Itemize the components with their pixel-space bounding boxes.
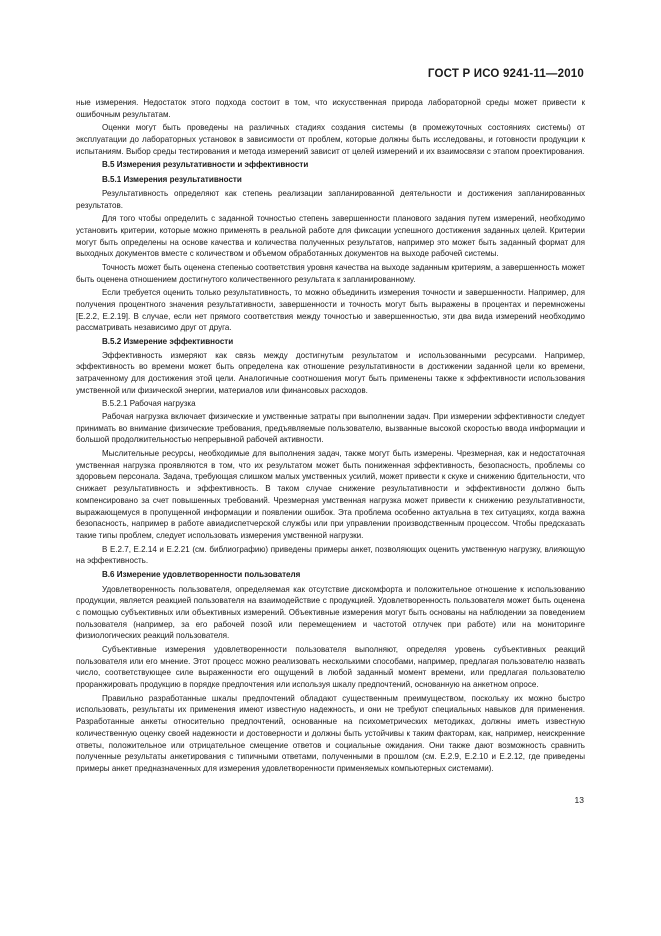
- subsection-heading: В.5.1 Измерения результативности: [102, 175, 242, 185]
- paragraph: Оценки могут быть проведены на различных стадиях создания системы (в промежуточных состояниях системы) от эксплуатации до лабораторных установок в зависимости от проблем, которые должны быть исследованы, и готовности продукции к испытаниям. Выбор среды тестирования и метода измерений зависит от целей измерений и их взаимосвязи с этапом проектирования.: [76, 123, 585, 156]
- document-body: [76, 97, 585, 777]
- paragraph: Для того чтобы определить с заданной точностью степень завершенности планового задания путем измерений, необходимо установить критерии, которые можно применять в реальной работе для фиксации успешного достижения заданных целей. Критерии могут быть определены на основе качества и количества полученных результатов, например это может быть заданный формат для выходных документов вместе с количеством и объемом обработанных документов на выходе рабочей системы.: [76, 214, 585, 259]
- paragraph: Результативность определяют как степень реализации запланированной деятельности и достижения запланированных результатов.: [76, 188, 585, 210]
- section-heading: В.5 Измерения результативности и эффективности: [102, 160, 309, 170]
- subsection-heading: В.5.2 Измерение эффективности: [102, 336, 234, 346]
- paragraph: Удовлетворенность пользователя, определяемая как отсутствие дискомфорта и положительное отношение к использованию продукции, является реакцией пользователя на взаимодействие с продукцией. Удовлетворенность пользователя может быть оценена с помощью субъективных или объективных измерений. Объективные измерения могут быть основаны на наблюдении за поведением пользователя (например, за его рабочей позой или перемещением и частотой отлучек при работе) или на мониторинге физиологических реакций пользователя.: [76, 584, 585, 641]
- page-number: 13: [574, 795, 584, 805]
- section-heading: В.6 Измерение удовлетворенности пользователя: [102, 569, 301, 579]
- paragraph: Эффективность измеряют как связь между достигнутым результатом и использованными ресурсами. Например, эффективность во времени может быть определена как отношение результативности в достижении заданной цели ко времени, затраченному для достижения этой цели. Аналогичные соотношения могут быть применены также к эффективности использования умственной или физической энергии, материалов или финансовых расходов.: [76, 350, 585, 395]
- paragraph: ные измерения. Недостаток этого подхода состоит в том, что искусственная природа лабораторной среды может привести к ошибочным результатам.: [76, 98, 585, 119]
- paragraph: Мыслительные ресурсы, необходимые для выполнения задач, также могут быть измерены. Чрезмерная, как и недостаточная умственная нагрузка проявляются в том, что их результатом может быть пониженная эффективность, безопасность, проблемы со здоровьем персонала. Задача, требующая слишком малых умственных усилий, может привести к скуке и снижению бдительности, что снижает результативность и эффективность. В таком случае снижение результативности и эффективности должно быть компенсировано за счет повышенных требований. Чрезмерная умственная нагрузка может привести к снижению результативности, выражающемуся в пропущенной информации и появлении ошибок. Эта проблема особенно актуальна в тех ситуациях, когда важна безопасность, например в работе авиадиспетчерской службы или при управлении производственным процессом. Чтобы предсказать такие типы проблем, следует использовать измерения умственной нагрузки.: [76, 449, 585, 540]
- paragraph: Если требуется оценить только результативность, то можно объединить измерения точности и завершенности. Например, для получения процентного значения результативности, завершенности и точность могут быть выражены в процентах и перемножены [Е.2.2, Е.2.19]. В случае, если нет прямого соответствия между точностью и завершенностью, эти два вида измерений необходимо рассматривать независимо друг от друга.: [76, 288, 585, 333]
- subsubsection-heading: В.5.2.1 Рабочая нагрузка: [102, 399, 196, 409]
- paragraph: В Е.2.7, Е.2.14 и Е.2.21 (см. библиографию) приведены примеры анкет, позволяющих оценить умственную нагрузку, влияющую на эффективность.: [76, 544, 585, 566]
- paragraph: Точность может быть оценена степенью соответствия уровня качества на выходе заданным критериям, а завершенность может быть оценена отношением достигнутого количественного результата к запланированному.: [76, 262, 585, 284]
- paragraph: Правильно разработанные шкалы предпочтений обладают существенным преимуществом, поскольку их можно быстро использовать, результаты их применения имеют известную надежность, и они не требуют специальных навыков для применения. Разработанные анкеты относительно предпочтений, основанные на психометрических методиках, должны иметь известную количественную оценку своей надежности и достоверности и должны быть устойчивы к таким факторам, как, например, неискренние ответы, положительное или отрицательное смещение ответов и социальные ожидания. Они также дают возможность сравнить полученные результаты анкетирования с типичными ответами, полученными в прошлом (см. Е.2.9, Е.2.10 и Е.2.12, где приведены примеры анкет предназначенных для измерения удовлетворенности применяемых компьютерных системами).: [76, 693, 585, 773]
- paragraph: Субъективные измерения удовлетворенности пользователя выполняют, определяя уровень субъективных реакций пользователя или его мнение. Этот процесс можно реализовать несколькими способами, например, предлагая пользователю назвать число, соответствующее силе выраженности его ощущений в любой заданный момент времени, или предлагая пользователю проранжировать продукцию в порядке предпочтения или используя шкалу предпочтений, основанную на анкетном опросе.: [76, 645, 585, 690]
- document-header: ГОСТ Р ИСО 9241-11—2010: [427, 68, 584, 80]
- paragraph: Рабочая нагрузка включает физические и умственные затраты при выполнении задач. При измерении эффективности следует принимать во внимание физические требования, предъявляемые пользователю, вызванные высокой скоростью ввода информации и большой продолжительностью непрерывной рабочей активности.: [76, 412, 585, 445]
